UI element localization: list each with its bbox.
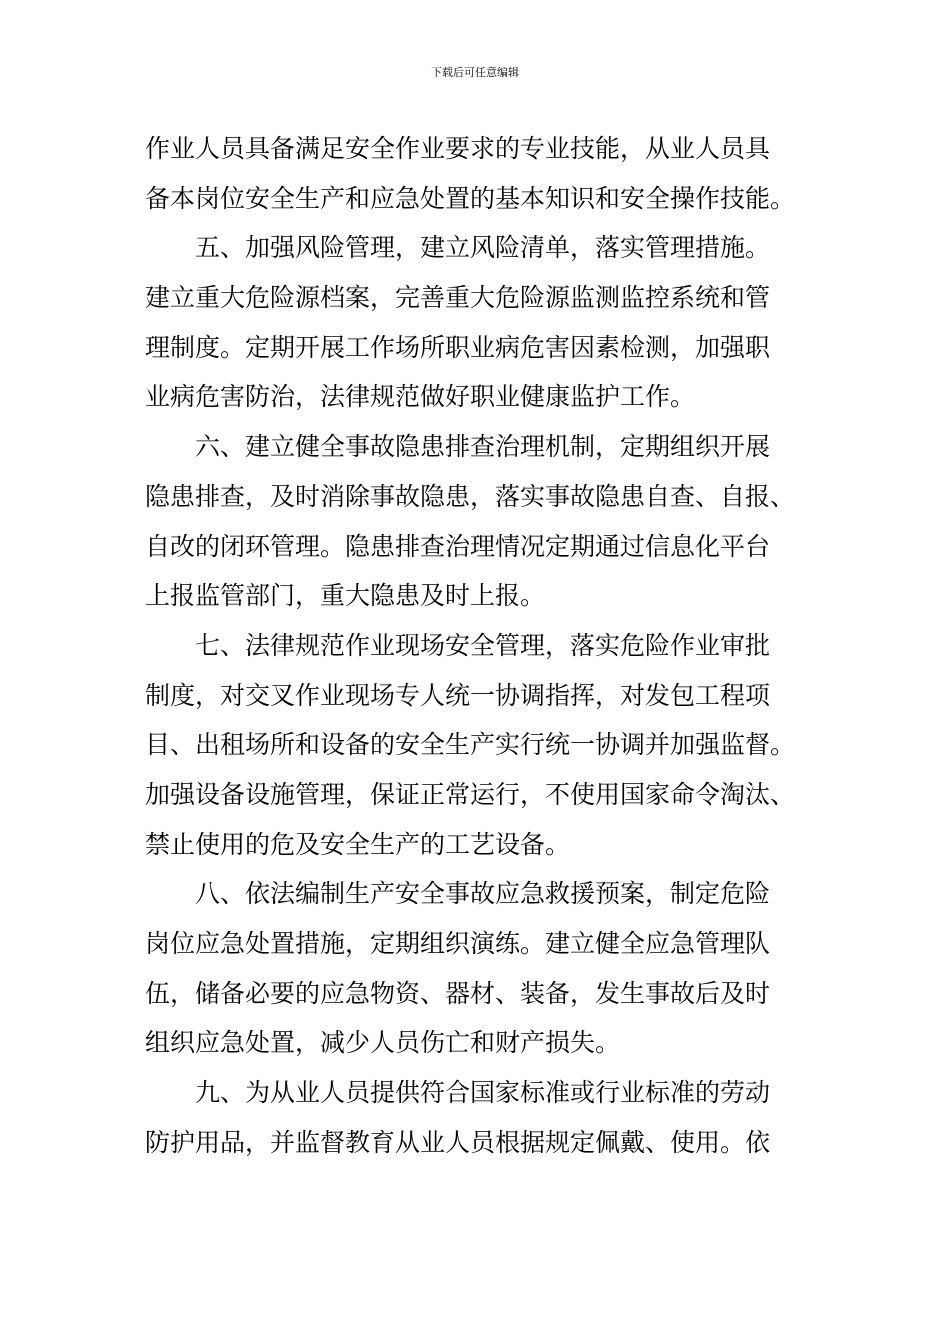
- text-line: 伍，储备必要的应急物资、器材、装备，发生事故后及时: [145, 978, 771, 1008]
- paragraph-start-line: 五、加强风险管理，建立风险清单，落实管理措施。: [195, 233, 771, 263]
- text-line: 建立重大危险源档案，完善重大危险源监测监控系统和管: [145, 283, 771, 313]
- text-line: 理制度。定期开展工作场所职业病危害因素检测，加强职: [145, 332, 771, 362]
- text-line: 上报监管部门，重大隐患及时上报。: [145, 581, 546, 611]
- paragraph-start-line: 六、建立健全事故隐患排查治理机制，定期组织开展: [195, 432, 771, 462]
- text-line: 防护用品，并监督教育从业人员根据规定佩戴、使用。依: [145, 1127, 771, 1157]
- document-body: [145, 124, 805, 1167]
- text-line: 作业人员具备满足安全作业要求的专业技能，从业人员具: [145, 134, 771, 163]
- paragraph-start-line: 七、法律规范作业现场安全管理，落实危险作业审批: [195, 630, 771, 660]
- paragraph-start-line: 九、为从业人员提供符合国家标准或行业标准的劳动: [195, 1078, 771, 1108]
- text-line: 组织应急处置，减少人员伤亡和财产损失。: [145, 1028, 621, 1058]
- text-line: 隐患排查，及时消除事故隐患，落实事故隐患自查、自报、: [145, 481, 796, 511]
- text-line: 岗位应急处置措施，定期组织演练。建立健全应急管理队: [145, 929, 771, 958]
- text-line: 制度，对交叉作业现场专人统一协调指挥，对发包工程项: [145, 680, 771, 710]
- text-line: 业病危害防治，法律规范做好职业健康监护工作。: [145, 382, 696, 412]
- text-line: 加强设备设施管理，保证正常运行，不使用国家命令淘汰、: [145, 779, 796, 809]
- text-line: 备本岗位安全生产和应急处置的基本知识和安全操作技能。: [145, 183, 796, 213]
- text-line: 自改的闭环管理。隐患排查治理情况定期通过信息化平台: [145, 531, 771, 561]
- paragraph-start-line: 八、依法编制生产安全事故应急救援预案，制定危险: [195, 879, 771, 909]
- text-line: 禁止使用的危及安全生产的工艺设备。: [145, 829, 571, 859]
- page-header-note: 下载后可任意编辑: [431, 66, 519, 79]
- text-line: 目、出租场所和设备的安全生产实行统一协调并加强监督。: [145, 730, 796, 760]
